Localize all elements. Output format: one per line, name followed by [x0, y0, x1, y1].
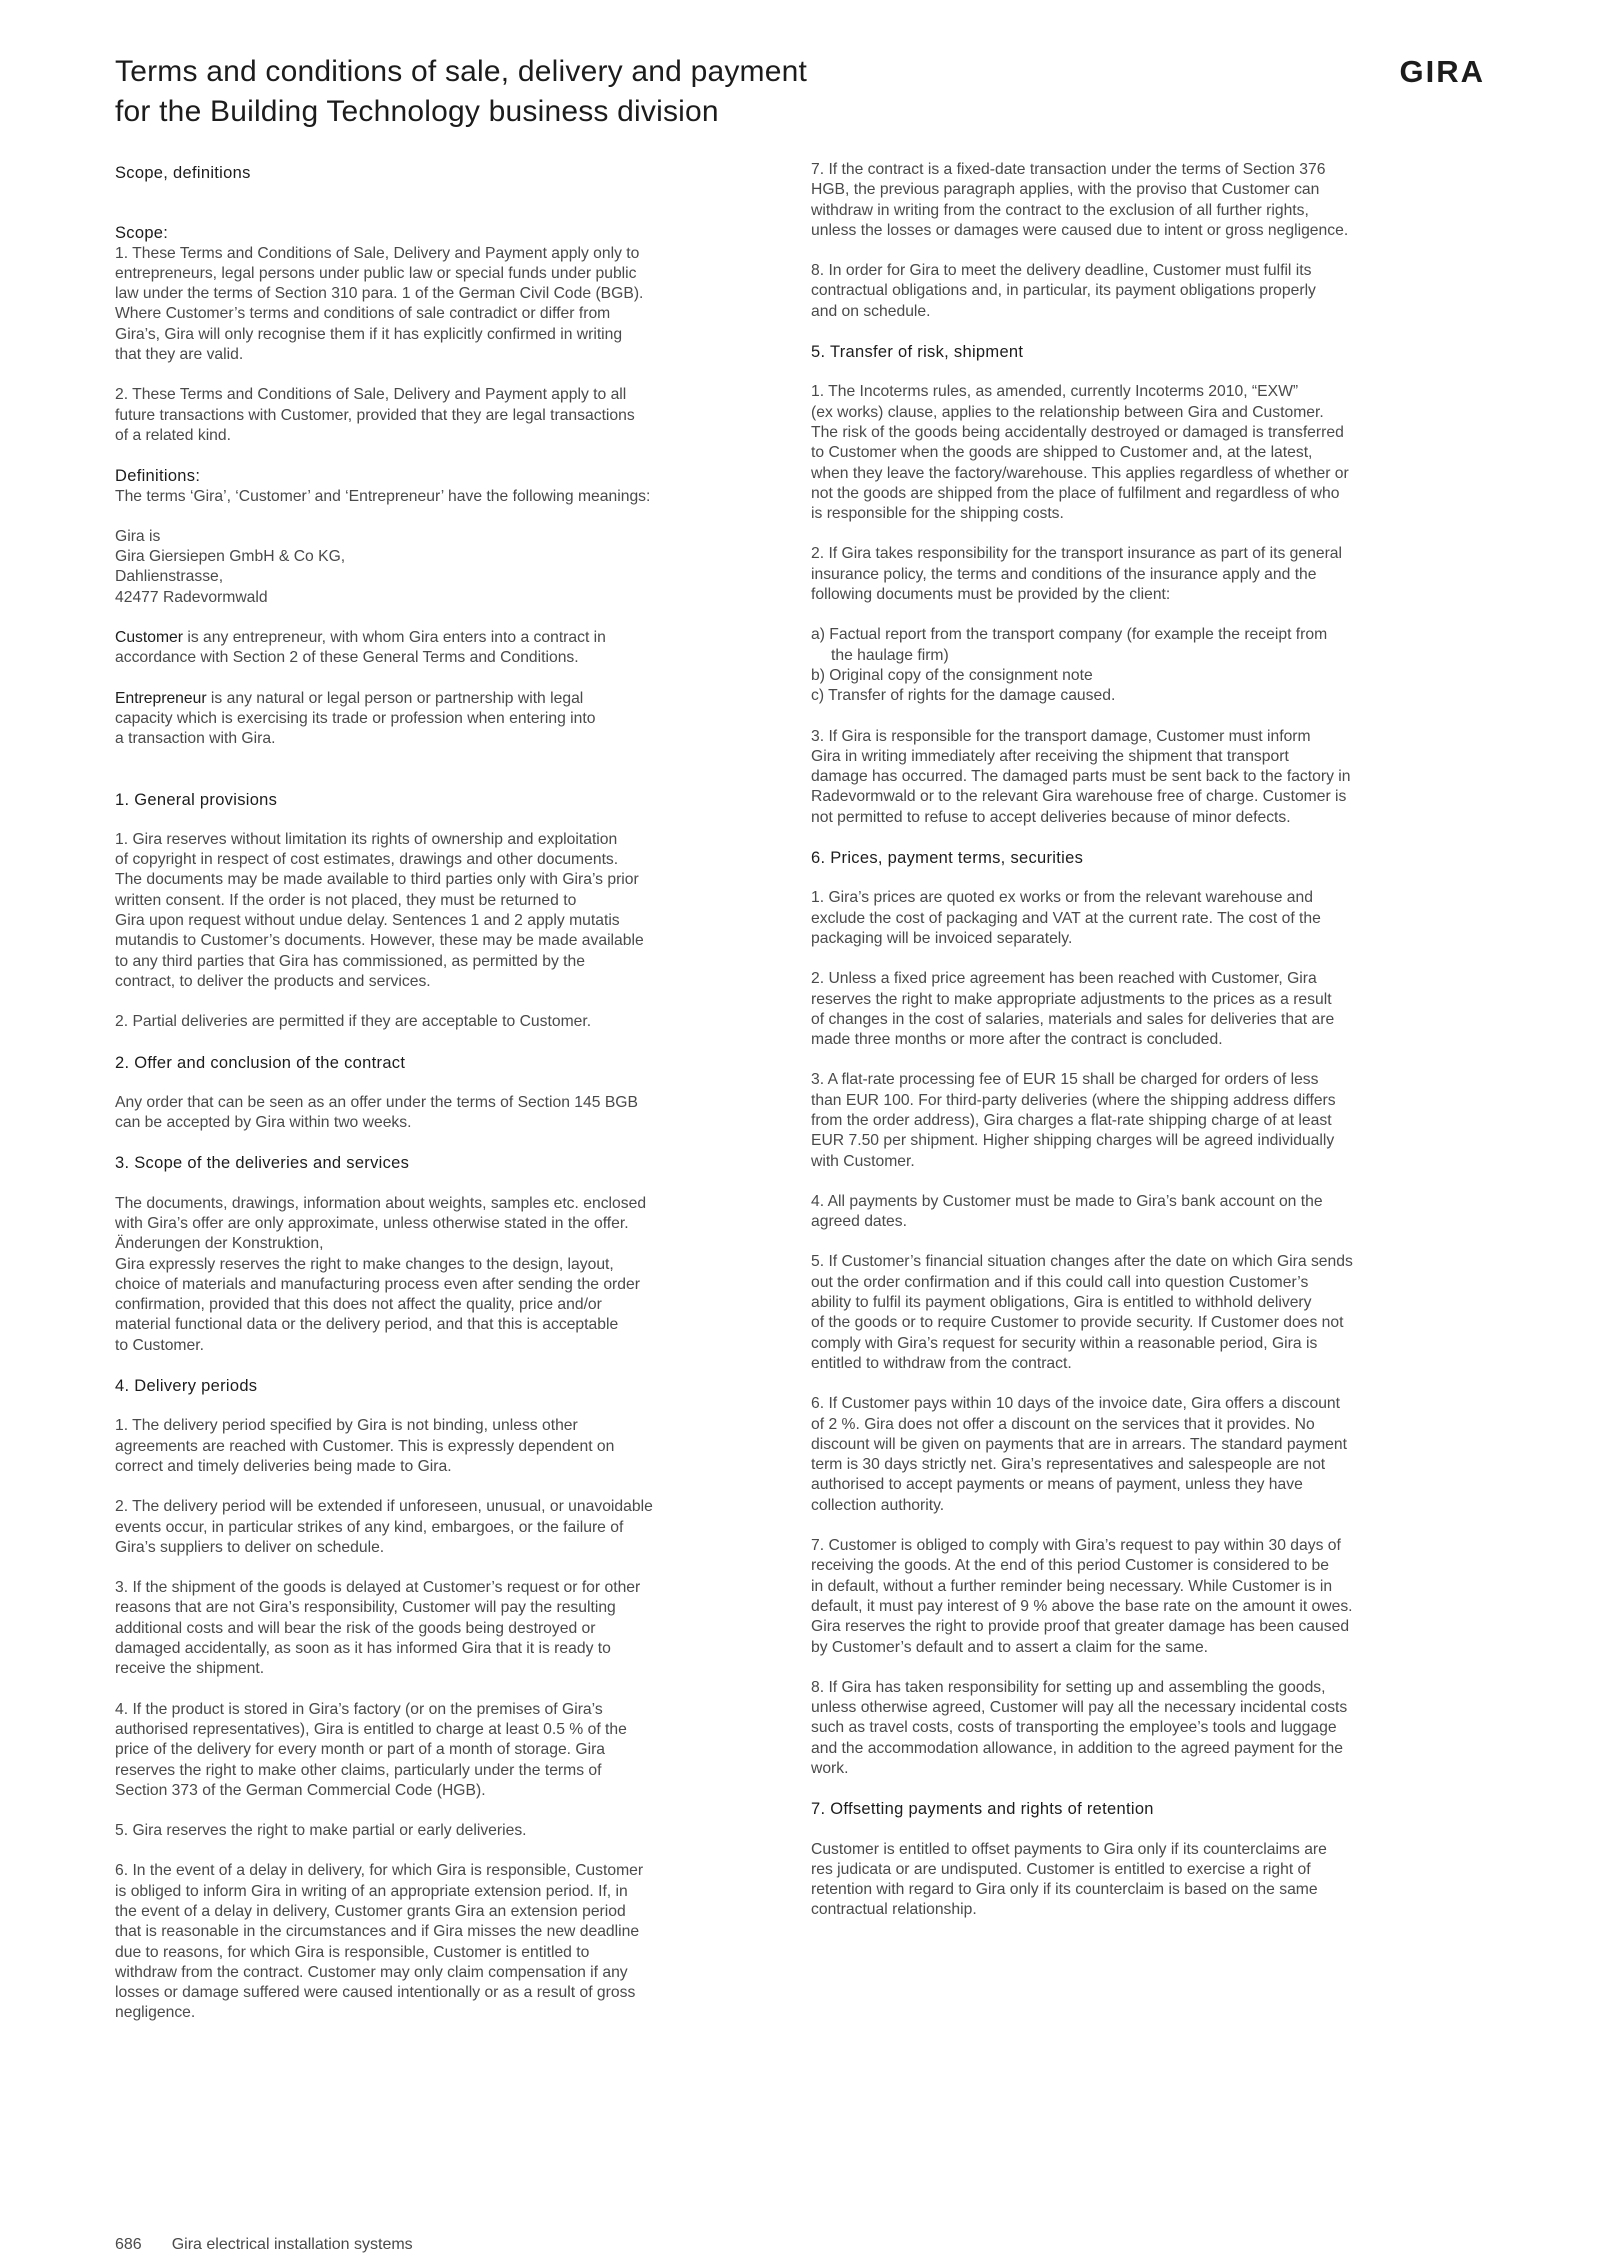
transfer-risk-paragraph-3: 3. If Gira is responsible for the transport damage, Customer must inform Gira in writing immediately after receiving the shipment that transport damage has occurred. The damaged parts must be sent back to the factory in Radevormwald or to the relevant Gira warehouse free of charge. Customer is not permitted to refuse to accept deliveries because of minor defects.: [811, 727, 1351, 826]
entrepreneur-definition-text: is any natural or legal person or partnership with legal capacity which is exercising its trade or profession when entering into a transaction with Gira.: [115, 689, 596, 748]
prices-paragraph-8: 8. If Gira has taken responsibility for setting up and assembling the goods, unless otherwise agreed, Customer will pay all the necessary incidental costs such as travel costs, costs of transporting the employee’s tools and luggage and the accommodation allowance, in addition to the agreed payment for the work.: [811, 1678, 1348, 1777]
section-heading-transfer-of-risk: 5. Transfer of risk, shipment: [811, 343, 1024, 362]
scope-label: Scope:: [115, 224, 169, 243]
prices-paragraph-1: 1. Gira’s prices are quoted ex works or from the relevant warehouse and exclude the cost of packaging and VAT at the current rate. The cost of the packaging will be invoiced separately.: [811, 889, 1321, 947]
documents-list-item-a: a) Factual report from the transport company (for example the receipt from the haulage firm): [811, 626, 1328, 664]
gira-address: Gira is Gira Giersiepen GmbH & Co KG, Dahlienstrasse, 42477 Radevormwald: [115, 527, 346, 606]
section-heading-general-provisions: 1. General provisions: [115, 790, 278, 809]
gira-logo: GIRA: [1399, 54, 1485, 89]
scope-deliveries-paragraph-1: The documents, drawings, information about weights, samples etc. enclosed with Gira’s offer are only approximate, unless otherwise stated in the offer. Änderungen der Konstruktion, Gira expressly reserves the right to make changes to the design, layout, choice of materials and manufacturing process even after sending the order confirmation, provided that this does not affect the quality, price and/or material functional data or the delivery period, and that this is acceptable to Customer.: [115, 1194, 647, 1354]
offsetting-paragraph-1: Customer is entitled to offset payments to Gira only if its counterclaims are res judicata or are undisputed. Customer is entitled to exercise a right of retention with regard to Gira only if its counterclaim is based on the same contractual relationship.: [811, 1840, 1327, 1919]
entrepreneur-term: Entrepreneur: [115, 689, 207, 707]
page-footer: [115, 2236, 413, 2254]
general-provisions-paragraph-1: 1. Gira reserves without limitation its rights of ownership and exploitation of copyright in respect of cost estimates, drawings and other documents. The documents may be made available to third parties only with Gira’s prior written consent. If the order is not placed, they must be returned to Gira upon request without undue delay. Sentences 1 and 2 apply mutatis mutandis to Customer’s documents. However, these may be made available to any third parties that Gira has commissioned, as permitted by the contract, to deliver the products and services.: [115, 830, 644, 990]
section-heading-delivery-periods: 4. Delivery periods: [115, 1377, 258, 1396]
delivery-periods-paragraph-1: 1. The delivery period specified by Gira is not binding, unless other agreements are reached with Customer. This is expressly dependent on correct and timely deliveries being made to Gira.: [115, 1417, 615, 1475]
customer-definition-text: is any entrepreneur, with whom Gira enters into a contract in accordance with Section 2 of these General Terms and Conditions.: [115, 629, 606, 667]
delivery-periods-paragraph-7: 7. If the contract is a fixed-date transaction under the terms of Section 376 HGB, the previous paragraph applies, with the proviso that Customer can withdraw in writing from the contract to the exclusion of all further rights, unless the losses or damages were caused due to intent or gross negligence.: [811, 161, 1349, 239]
definitions-intro: The terms ‘Gira’, ‘Customer’ and ‘Entrepreneur’ have the following meanings:: [115, 487, 651, 505]
prices-paragraph-4: 4. All payments by Customer must be made to Gira’s bank account on the agreed dates.: [811, 1192, 1323, 1231]
prices-paragraph-7: 7. Customer is obliged to comply with Gira’s request to pay within 30 days of receiving the goods. At the end of this period Customer is considered to be in default, without a further reminder being necessary. While Customer is in default, it must pay interest of 9 % above the base rate on the amount it owes. Gira reserves the right to provide proof that greater damage has been caused by Customer’s default and to assert a claim for the same.: [811, 1537, 1353, 1656]
documents-list-item-c: c) Transfer of rights for the damage caused.: [811, 687, 1116, 705]
right-column: [811, 160, 1471, 1941]
delivery-periods-paragraph-2: 2. The delivery period will be extended if unforeseen, unusual, or unavoidable events occur, in particular strikes of any kind, embargoes, or the failure of Gira’s suppliers to deliver on schedule.: [115, 1498, 653, 1556]
title-line-1: Terms and conditions of sale, delivery and payment: [115, 55, 808, 88]
offer-paragraph-1: Any order that can be seen as an offer under the terms of Section 145 BGB can be accepted by Gira within two weeks.: [115, 1093, 638, 1132]
title-line-2: for the Building Technology business division: [115, 95, 719, 128]
section-heading-offsetting: 7. Offsetting payments and rights of retention: [811, 1800, 1154, 1819]
entrepreneur-definition: [115, 689, 775, 750]
documents-list-item-b: b) Original copy of the consignment note: [811, 666, 1093, 684]
section-heading-scope-deliveries: 3. Scope of the deliveries and services: [115, 1154, 410, 1173]
delivery-periods-paragraph-8: 8. In order for Gira to meet the delivery deadline, Customer must fulfil its contractual obligations and, in particular, its payment obligations properly and on schedule.: [811, 262, 1316, 320]
page-number: 686: [115, 2236, 142, 2253]
general-provisions-paragraph-2: 2. Partial deliveries are permitted if they are acceptable to Customer.: [115, 1013, 592, 1031]
delivery-periods-paragraph-4: 4. If the product is stored in Gira’s factory (or on the premises of Gira’s authorised representatives), Gira is entitled to charge at least 0.5 % of the price of the delivery for every month or part of a month of storage. Gira reserves the right to make other claims, particularly under the terms of Section 373 of the German Commercial Code (HGB).: [115, 1700, 627, 1799]
publication-name: Gira electrical installation systems: [171, 2236, 413, 2253]
prices-paragraph-2: 2. Unless a fixed price agreement has been reached with Customer, Gira reserves the right to make appropriate adjustments to the prices as a result of changes in the cost of salaries, materials and sales for deliveries that are made three months or more after the contract is concluded.: [811, 970, 1335, 1049]
transfer-risk-paragraph-2: 2. If Gira takes responsibility for the transport insurance as part of its general insurance policy, the terms and conditions of the insurance apply and the following documents must be provided by the client:: [811, 545, 1343, 604]
scope-paragraph-2: 2. These Terms and Conditions of Sale, Delivery and Payment apply to all future transactions with Customer, provided that they are legal transactions of a related kind.: [115, 386, 635, 444]
transfer-risk-paragraph-1: 1. The Incoterms rules, as amended, currently Incoterms 2010, “EXW” (ex works) clause, applies to the relationship between Gira and Customer. The risk of the goods being accidentally destroyed or damaged is transferred to Customer when the goods are shipped to Customer and, at the latest, when they leave the factory/warehouse. This applies regardless of whether or not the goods are shipped from the place of fulfilment and regardless of who is responsible for the shipping costs.: [811, 383, 1349, 523]
delivery-periods-paragraph-6: 6. In the event of a delay in delivery, for which Gira is responsible, Customer is obliged to inform Gira in writing of an appropriate extension period. If, in the event of a delay in delivery, Customer grants Gira an extension period that is reasonable in the circumstances and if Gira misses the new deadline due to reasons, for which Gira is responsible, Customer is entitled to withdraw from the contract. Customer may only claim compensation if any losses or damage suffered were caused intentionally or as a result of gross negligence.: [115, 1862, 644, 2022]
prices-paragraph-5: 5. If Customer’s financial situation changes after the date on which Gira sends out the order confirmation and if this could call into question Customer’s ability to fulfil its payment obligations, Gira is entitled to withhold delivery of the goods or to require Customer to provide security. If Customer does not comply with Gira’s request for security within a reasonable period, Gira is entitled to withdraw from the contract.: [811, 1253, 1353, 1372]
definitions-label: Definitions:: [115, 467, 201, 486]
delivery-periods-paragraph-3: 3. If the shipment of the goods is delayed at Customer’s request or for other reasons that are not Gira’s responsibility, Customer will pay the resulting additional costs and will bear the risk of the goods being destroyed or damaged accidentally, as soon as it has informed Gira that it is ready to receive the shipment.: [115, 1579, 641, 1678]
delivery-periods-paragraph-5: 5. Gira reserves the right to make partial or early deliveries.: [115, 1822, 527, 1840]
prices-paragraph-6: 6. If Customer pays within 10 days of the invoice date, Gira offers a discount of 2 %. Gira does not offer a discount on the services that it provides. No discount will be given on payments that are in arrears. The standard payment term is 30 days strictly net. Gira’s representatives and salespeople are not authorised to accept payments or means of payment, unless they have collection authority.: [811, 1395, 1347, 1514]
scope-paragraph-1: 1. These Terms and Conditions of Sale, Delivery and Payment apply only to entrepreneurs, legal persons under public law or special funds under public law under the terms of Section 310 para. 1 of the German Civil Code (BGB). Where Customer’s terms and conditions of sale contradict or differ from Gira’s, Gira will only recognise them if it has explicitly confirmed in writing that they are valid.: [115, 244, 644, 364]
section-heading-scope-definitions: Scope, definitions: [115, 164, 251, 182]
page-header: [115, 52, 1485, 132]
section-heading-prices-payment: 6. Prices, payment terms, securities: [811, 849, 1084, 868]
section-heading-offer-conclusion: 2. Offer and conclusion of the contract: [115, 1053, 406, 1072]
left-column: [115, 163, 775, 2044]
page-title: [115, 52, 1485, 132]
customer-definition: [115, 628, 775, 669]
customer-term: Customer: [115, 629, 183, 647]
documents-list: [811, 625, 1471, 706]
prices-paragraph-3: 3. A flat-rate processing fee of EUR 15 shall be charged for orders of less than EUR 100. For third-party deliveries (where the shipping address differs from the order address), Gira charges a flat-rate shipping charge of at least EUR 7.50 per shipment. Higher shipping charges will be agreed individually with Customer.: [811, 1071, 1336, 1170]
